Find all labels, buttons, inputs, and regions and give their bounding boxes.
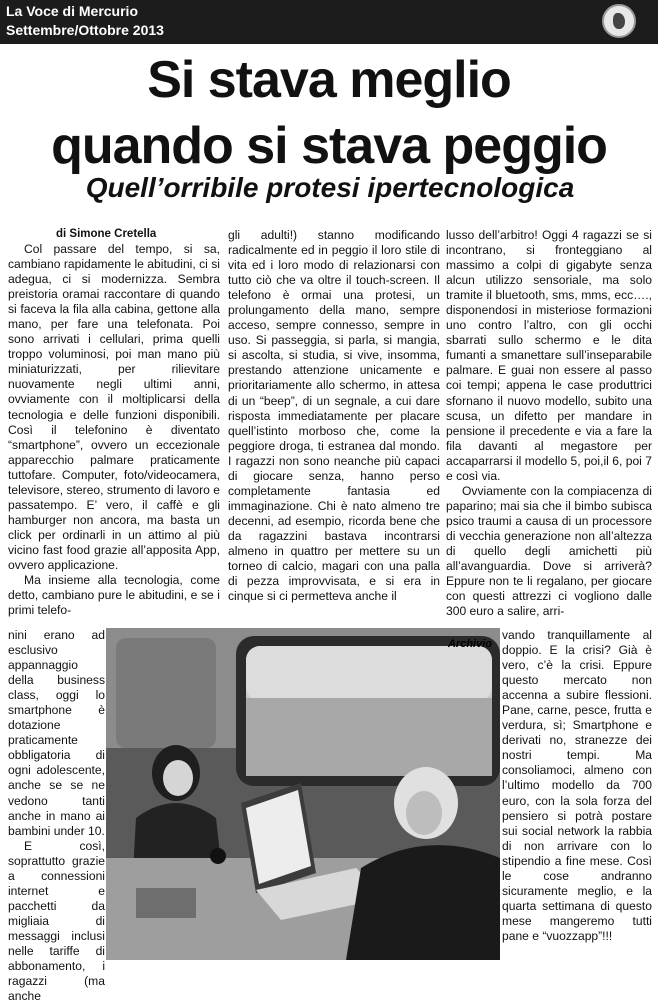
publication-name: La Voce di Mercurio: [6, 3, 138, 19]
issue-date: Settembre/Ottobre 2013: [6, 22, 164, 38]
column-1: [8, 242, 220, 618]
column-2: [228, 228, 440, 604]
column-1-continued: [8, 628, 105, 1004]
column-3-paragraph-2: Ovviamente con la compiacenza di paparino; mai sia che il bimbo subisca psico traumi a causa di un processore di vecchia generazione non all’altezza di quello degli amichetti più all’avanguardia. Dove si arriverà? Eppure non te li regalano, per giocare con questi attrezzi ci vogliono dalle 300 euro a salire, arri-: [446, 483, 652, 619]
subtitle: Quell’orribile protesi ipertecnologica: [85, 172, 575, 203]
train-passengers-photo: [106, 628, 500, 960]
column-3-continued-paragraph: vando tranquillamente al doppio. E la crisi? Già è vero, c’è la crisi. Eppure questo mercato non accenna a subire flessioni. Pane, carne, pesce, frutta e verdura, sì; Smartphone e derivati no, stranezze dei nostri tempi. Ma consoliamoci, almeno con l’ultimo modello da 700 euro, con la sola forza del pensiero si potrà postare sui social network la rabbia di non arrivare con lo stipendio a fine mese. Così le cose andranno sicuramente meglio, e la quarta settimana di questo mese mangeremo tutti pane e “vuozzapp”!!!: [502, 628, 652, 943]
column-1-paragraph-2: Ma insieme alla tecnologia, come detto, cambiano pure le abitudini, e se i primi telefo-: [8, 573, 220, 618]
headline-line-1: Si stava meglio: [147, 51, 511, 109]
column-3-paragraph-1: lusso dell’arbitro! Oggi 4 ragazzi se si incontrano, si fronteggiano al massimo a colpi di gigabyte senza alcun utilizzo sensoriale, ma solo tramite il bluetooth, sms, mms, ecc…., disponendosi in misteriose formazioni uno contro l’altro, con gli occhi sbarrati sullo schermo e le dita fumanti a smanettare sull’inseparabile palmare. E guai non essere al passo coi tempi; appena le case produttrici sfornano il nuovo modello, subito una scusa, un difetto per mandare in pensione il precedente e via a fare la fila davanti al megastore per accaparrarsi il modello 5, poi,il 6, poi 7 e così via.: [446, 228, 652, 483]
byline: di Simone Cretella: [56, 228, 157, 240]
column-1-paragraph-3: E così, soprattutto grazie a connessioni internet e pacchetti da migliaia di messaggi inclusi nelle tariffe di abbonamento, i ragazzi (ma anche: [8, 838, 105, 1004]
column-3: [446, 228, 652, 619]
photo-illustration: [106, 628, 500, 960]
column-3-continued: [502, 628, 652, 944]
headline-line-2: quando si stava peggio: [51, 117, 607, 175]
mercury-head-logo-icon: [602, 4, 636, 38]
column-1-paragraph-1: Col passare del tempo, si sa, cambiano rapidamente le abitudini, ci si adegua, ci si modernizza. Sembra preistoria oramai raccontare di quando si faceva la fila alla cabina, gettone alla mano, per fare una telefonata. Poi sono arrivati i cellulari, prima quelli troppo voluminosi, poi man mano più miniaturizzati, per rilievitare nuovamente negli ultimi anni, ovviamente con il moltiplicarsi della tecnologia e delle funzioni disponibili. Così il telefonino è diventato “smartphone”, ovvero un eccezionale apparecchio palmare praticamente tuttofare. Computer, foto/videocamera, televisore, stereo, strumento di lavoro e passatempo. E’ vero, il caffè e gli hamburger non ancora, ma basta un click per ordinarli in un attimo al più vicino fast food grazie all’apposita App, ovvero applicazione.: [8, 242, 220, 572]
column-2-paragraph: gli adulti!) stanno modificando radicalmente ed in peggio il loro stile di vita ed i loro modo di relazionarsi con tutto ciò che va oltre il touch-screen. Il telefono è ormai una protesi, un prolungamento della mano, sempre acceso, sempre connesso, sempre in uso. Si passeggia, si parla, si mangia, si ascolta, si studia, si vive, insomma, prestando attenzione unicamente e prioritariamente allo schermo, in attesa di un “beep”, di un segnale, a cui dare risposta immediatamente per placare quell’istinto morboso che, come la peggiore droga, ti estranea dal mondo. I ragazzi non sono neanche più capaci di giocare senza, hanno perso completamente fantasia ed immaginazione. Chi è nato almeno tre decenni, ad esempio, ricorda bene che da ragazzini bastava incontrarsi almeno in quattro per mettere su un torneo di calcio, magari con una palla di pezza improvvisata, e si era in cinque si ci permetteva anche il: [228, 228, 440, 604]
masthead-bar: [0, 0, 658, 44]
photo-credit: Archivio: [447, 638, 492, 650]
column-1-continued-paragraph: nini erano ad esclusivo appannaggio della business class, oggi lo smartphone è dotazione praticamente obbligatoria di ogni adolescente, anche se se ne vedono tanti anche in mano ai bambini under 10.: [8, 628, 105, 838]
